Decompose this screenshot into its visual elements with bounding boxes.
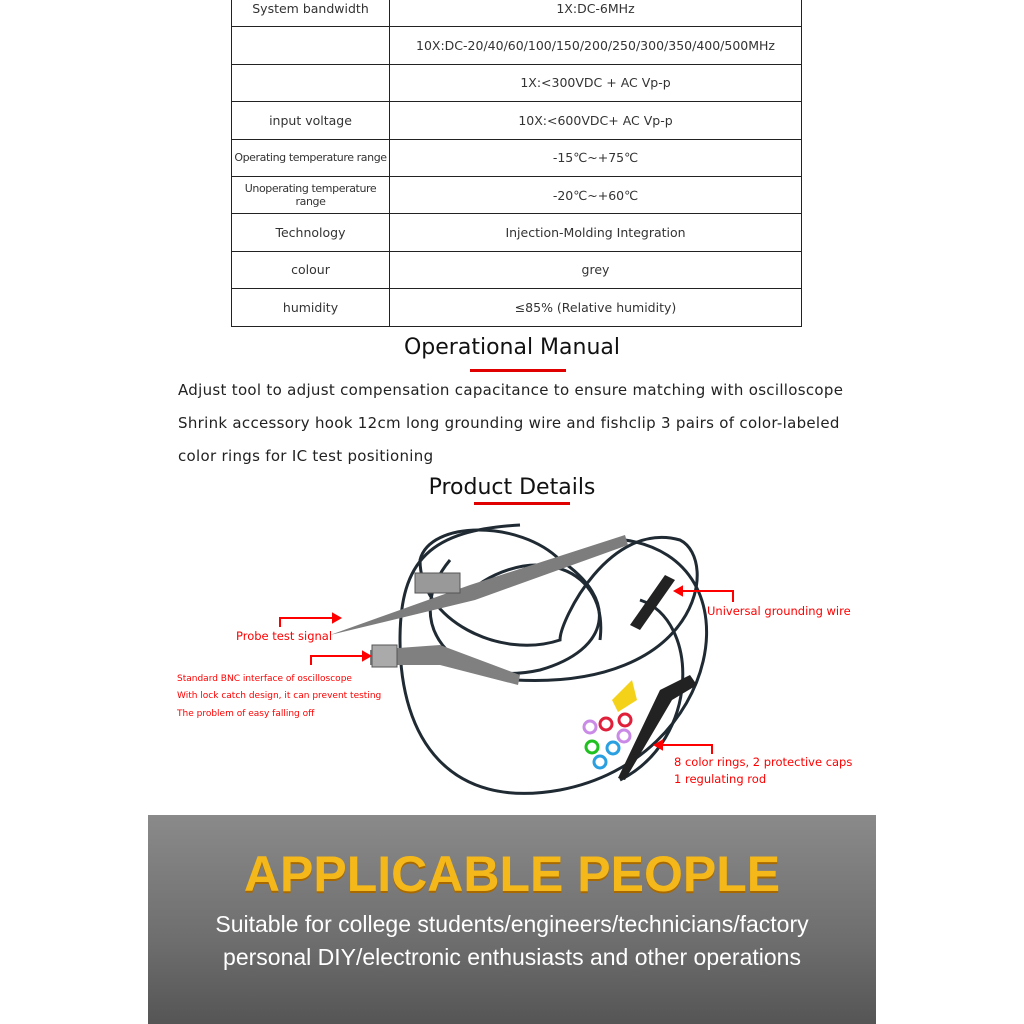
rings-label: 8 color rings, 2 protective caps	[674, 755, 853, 769]
spec-key: Operating temperature range	[232, 139, 390, 176]
banner-title: APPLICABLE PEOPLE	[243, 846, 781, 902]
bnc-label: Standard BNC interface of oscilloscope	[177, 674, 352, 684]
spec-value: 1X:DC-6MHz	[390, 0, 802, 27]
bnc-label: With lock catch design, it can prevent testing	[177, 691, 382, 701]
spec-value: 1X:<300VDC + AC Vp-p	[390, 64, 802, 101]
bnc-label: The problem of easy falling off	[177, 709, 315, 719]
spec-key: System bandwidth	[232, 0, 390, 27]
details-title: Product Details	[428, 475, 596, 500]
applicable-people-banner	[148, 815, 876, 1024]
ground-label: Universal grounding wire	[707, 604, 851, 618]
spec-value: ≤85% (Relative humidity)	[390, 289, 802, 326]
banner-line: personal DIY/electronic enthusiasts and other operations	[223, 944, 801, 970]
manual-title: Operational Manual	[403, 335, 620, 360]
probe-label: Probe test signal	[236, 629, 333, 643]
spec-value: 10X:DC-20/40/60/100/150/200/250/300/350/400/500MHz	[390, 27, 802, 64]
manual-line: Adjust tool to adjust compensation capacitance to ensure matching with oscilloscope	[178, 381, 844, 399]
spec-value: grey	[390, 251, 802, 288]
manual-line: Shrink accessory hook 12cm long grounding wire and fishclip 3 pairs of color-labeled	[178, 414, 840, 432]
banner-line: Suitable for college students/engineers/technicians/factory	[215, 911, 809, 937]
spec-key: Technology	[232, 214, 390, 251]
rings-label: 1 regulating rod	[674, 772, 767, 786]
spec-key: Unoperating temperature range	[232, 176, 390, 213]
spec-key: colour	[232, 251, 390, 288]
spec-key: input voltage	[232, 102, 390, 139]
manual-line: color rings for IC test positioning	[178, 447, 434, 465]
spec-value: -20℃~+60℃	[390, 176, 802, 213]
spec-key: humidity	[232, 289, 390, 326]
spec-value: -15℃~+75℃	[390, 139, 802, 176]
spec-value: Injection-Molding Integration	[390, 214, 802, 251]
spec-value: 10X:<600VDC+ AC Vp-p	[390, 102, 802, 139]
